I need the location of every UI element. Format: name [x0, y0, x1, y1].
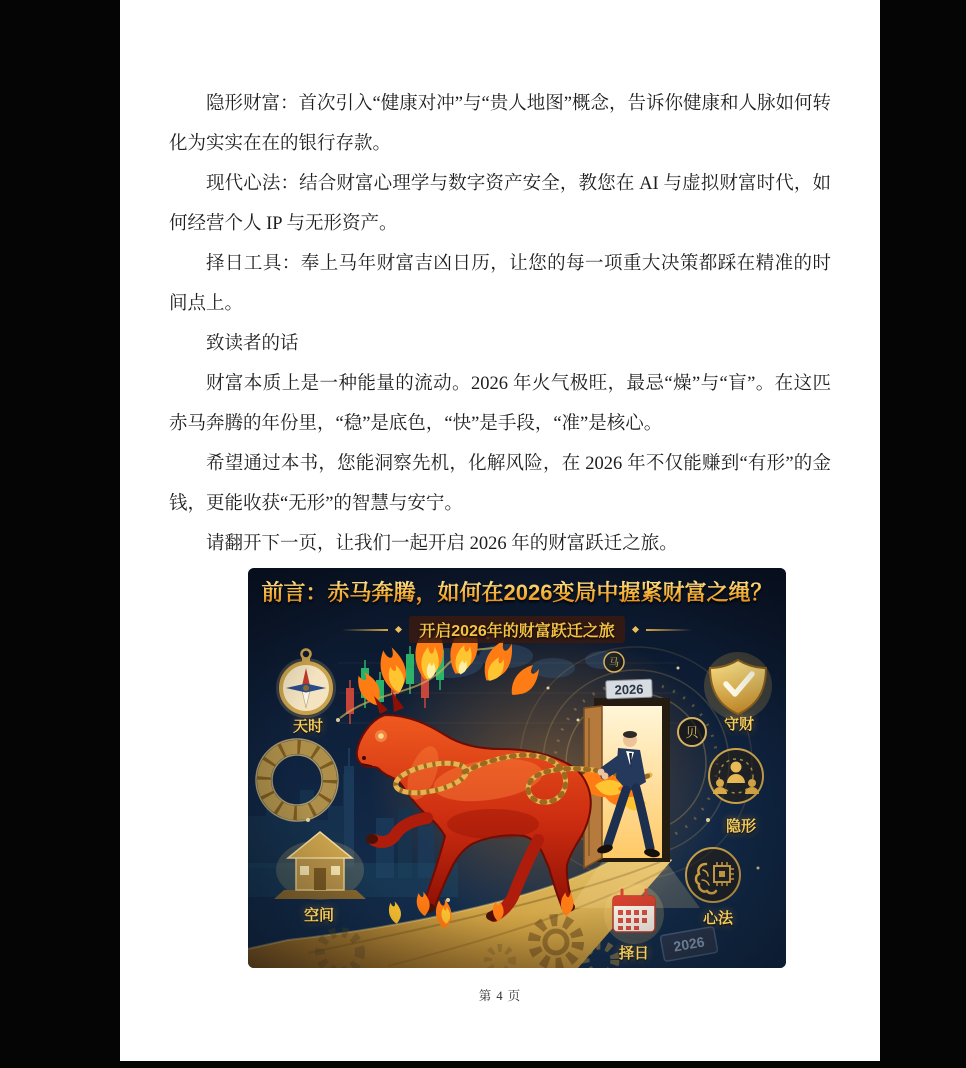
paragraph: 隐形财富：首次引入“健康对冲”与“贵人地图”概念，告诉你健康和人脉如何转化为实实在在的银行存款。: [169, 94, 831, 154]
badge-label-kongjian: 空间: [303, 907, 335, 924]
illustration-subtitle: 开启2026年的财富跃迁之旅: [409, 616, 625, 643]
subtitle-right-line: [646, 629, 692, 631]
badge-label-zeri: 择日: [618, 945, 650, 962]
illustration-title: 前言：赤马奔腾，如何在2026变局中握紧财富之绳？: [248, 576, 786, 607]
paragraph: 希望通过本书，您能洞察先机，化解风险，在 2026 年不仅能赚到“有形”的金钱，更能收获“无形”的智慧与安宁。: [169, 454, 831, 514]
paragraph: 致读者的话: [206, 334, 299, 354]
body-text: [169, 0, 831, 564]
badge-label-xinfa: 心法: [702, 910, 734, 927]
subtitle-right-diamond: [632, 626, 639, 633]
badge-label-shoucai: 守财: [723, 716, 755, 733]
document-page: [120, 0, 880, 1061]
subtitle-left-diamond: [395, 626, 402, 633]
page-number: 第 4 页: [478, 989, 522, 1003]
badge-label-yinxing: 隐形: [725, 818, 757, 835]
paragraph: 请翻开下一页，让我们一起开启 2026 年的财富跃迁之旅。: [206, 534, 678, 554]
badge-label-tianshi: 天时: [292, 718, 324, 735]
subtitle-left-line: [342, 629, 388, 631]
illustration-subtitle-row: [248, 616, 786, 643]
paragraph: 财富本质上是一种能量的流动。2026 年火气极旺，最忌“燥”与“盲”。在这匹赤马奔腾的年份里，“稳”是底色，“快”是手段，“准”是核心。: [169, 374, 831, 434]
cover-illustration: [248, 568, 786, 968]
paragraph: 择日工具：奉上马年财富吉凶日历，让您的每一项重大决策都踩在精准的时间点上。: [169, 254, 831, 314]
paragraph: 现代心法：结合财富心理学与数字资产安全，教您在 AI 与虚拟财富时代，如何经营个人 IP 与无形资产。: [169, 174, 831, 234]
